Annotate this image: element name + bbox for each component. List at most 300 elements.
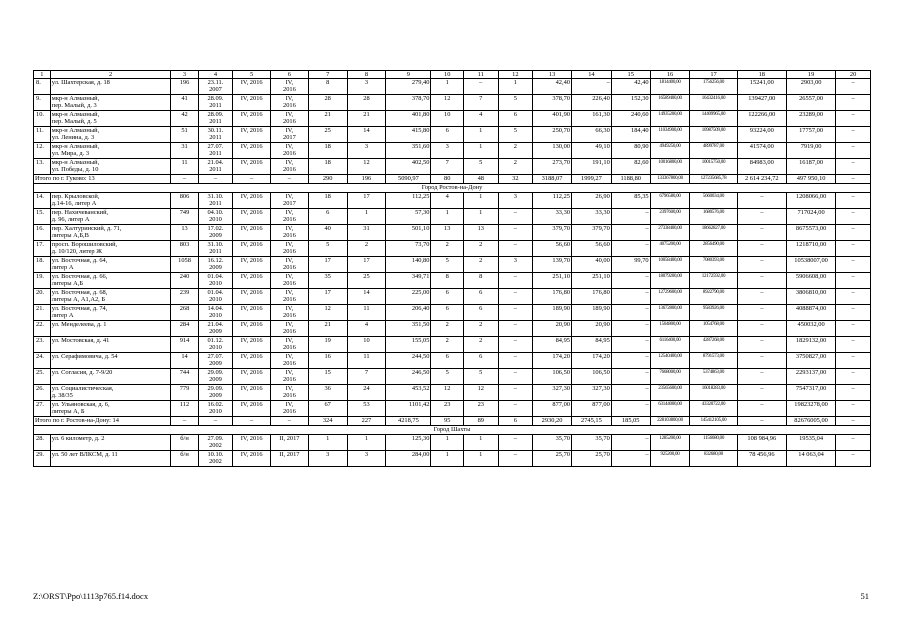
table-cell: 450032,00 [786,321,835,337]
table-cell: 25,70 [571,451,611,467]
table-cell: 415,80 [386,127,431,143]
table-cell: 12 [431,95,464,111]
total-cell: – [233,175,271,184]
total-cell: 6 [498,417,533,426]
table-cell: 2856490,00 [690,241,737,257]
table-cell: 184,40 [611,127,650,143]
table-cell: 25 [308,127,347,143]
table-cell: IV, 2016 [271,289,309,305]
table-cell: IV, 2016 [233,369,271,385]
table-cell: 35,70 [571,435,611,451]
table-cell: 3806810,00 [786,289,835,305]
table-cell: 7080393,00 [690,257,737,273]
table-cell: 16589400,00 [650,95,690,111]
table-cell: IV, 2016 [271,321,309,337]
table-cell: – [611,435,650,451]
table-cell: 5 [498,95,533,111]
table-cell: 9583926,00 [690,305,737,321]
column-number: 1 [34,71,51,79]
total-row [34,175,871,184]
table-cell: – [836,257,871,273]
table-cell: 7 [431,159,464,175]
table-cell: 749 [171,209,198,225]
table-cell: 13. [34,159,51,175]
column-number: 10 [431,71,464,79]
table-cell: 240 [171,273,198,289]
table-row [34,401,871,417]
table-cell: – [498,305,533,321]
table-cell: 01.04. 2010 [198,273,233,289]
column-number-header [34,71,871,79]
table-cell: 4949250,00 [650,143,690,159]
table-cell: 379,70 [571,225,611,241]
housing-register-table [33,70,871,467]
table-cell: 401,90 [533,111,572,127]
table-cell: 806 [171,193,198,209]
table-cell: 35,70 [533,435,572,451]
table-cell: – [611,225,650,241]
table-cell: ул. Восточная, д. 68, литеры А, А1,А2, Б [50,289,171,305]
table-cell: IV, 2016 [233,241,271,257]
table-cell: – [836,289,871,305]
table-cell: ул. Восточная, д. 64, литер А [50,257,171,273]
total-cell: – [737,417,786,426]
table-cell: 6 [463,353,498,369]
table-cell: IV, 2016 [271,273,309,289]
table-cell: 01.12. 2010 [198,337,233,353]
total-cell: 82676005,00 [786,417,835,426]
table-cell: 6116400,00 [650,337,690,353]
table-cell: 3 [498,257,533,273]
table-cell: 284 [171,321,198,337]
table-cell: 27338400,00 [650,225,690,241]
table-cell: IV, 2016 [271,95,309,111]
table-cell: 5906608,00 [786,273,835,289]
table-cell: 239 [171,289,198,305]
table-cell: 16. [34,225,51,241]
table-cell: – [836,79,871,95]
table-cell: 10058400,00 [650,257,690,273]
table-cell: 206,40 [386,305,431,321]
table-cell: – [611,401,650,417]
table-cell: 6 [431,353,464,369]
table-cell: 189,90 [571,305,611,321]
table-cell: 82,60 [611,159,650,175]
total-cell: 2 614 234,72 [737,175,786,184]
table-row [34,337,871,353]
footer-file-path: Z:\ORST\Ppo\1113p765.f14.docx [33,591,149,601]
table-cell: 273,70 [533,159,572,175]
table-cell: 36 [308,385,347,401]
table-cell: – [737,353,786,369]
table-cell: 378,70 [386,95,431,111]
table-cell: IV, 2016 [233,95,271,111]
table-cell: 2 [463,257,498,273]
table-cell: – [836,95,871,111]
table-cell: 14 [171,353,198,369]
table-cell: 139,70 [533,257,572,273]
table-cell: IV, 2017 [271,127,309,143]
table-cell: 139427,00 [737,95,786,111]
table-cell: ул. Менделеева, д. 1 [50,321,171,337]
table-body [34,71,871,467]
table-cell: – [836,369,871,385]
table-row [34,111,871,127]
table-cell: 244,50 [386,353,431,369]
table-cell: 2293137,00 [786,369,835,385]
table-cell: 56,60 [571,241,611,257]
total-cell: 4218,75 [386,417,431,426]
table-cell: 17757,00 [786,127,835,143]
table-cell: 23.11. 2007 [198,79,233,95]
table-cell: 85,35 [611,193,650,209]
table-cell: 453,52 [386,385,431,401]
table-cell: IV, 2016 [271,385,309,401]
table-cell: мкр-н Алмазный, пер. Малый, д. 5 [50,111,171,127]
table-cell: 28 [308,95,347,111]
table-cell: 16432416,00 [690,95,737,111]
table-cell: 1285200,00 [650,435,690,451]
table-cell: ул. Социалистическая, д. 38/35 [50,385,171,401]
column-number: 2 [50,71,171,79]
table-cell: 378,70 [533,95,572,111]
table-cell: 31 [171,143,198,159]
column-number: 5 [233,71,271,79]
table-cell: – [611,209,650,225]
table-cell: IV, 2016 [233,143,271,159]
table-cell: 2 [498,143,533,159]
table-cell: 28.09. 2011 [198,111,233,127]
table-cell: 11. [34,127,51,143]
table-cell: 130,00 [533,143,572,159]
table-row [34,321,871,337]
table-cell: 21 [308,111,347,127]
table-cell: – [836,241,871,257]
table-cell: 21 [347,111,386,127]
table-cell: – [498,401,533,417]
table-cell: 18 [308,159,347,175]
table-cell: – [498,435,533,451]
table-cell: 14935200,00 [650,111,690,127]
table-cell: IV, 2016 [233,257,271,273]
total-cell: 2930,20 [533,417,572,426]
column-number: 18 [737,71,786,79]
table-cell: 41 [171,95,198,111]
table-cell: 2 [431,337,464,353]
table-cell: 225,00 [386,289,431,305]
table-cell: – [498,369,533,385]
table-cell: – [737,225,786,241]
table-cell: 18 [308,193,347,209]
table-cell: 106,50 [571,369,611,385]
table-cell: мкр-н Алмазный, ул. Мира, д. 3 [50,143,171,159]
table-row [34,79,871,95]
table-cell: – [737,369,786,385]
table-cell: 19535,04 [786,435,835,451]
table-row [34,385,871,401]
table-row [34,209,871,225]
table-cell: – [737,305,786,321]
table-cell: 17.02. 2009 [198,225,233,241]
table-cell: – [737,273,786,289]
table-cell: 5 [463,159,498,175]
table-cell: – [737,289,786,305]
table-cell: 125,30 [386,435,431,451]
table-cell: 24. [34,353,51,369]
table-cell: IV, 2016 [233,337,271,353]
table-cell: 10. [34,111,51,127]
table-cell: 20. [34,289,51,305]
table-cell: 2 [463,337,498,353]
table-cell: 40,00 [571,257,611,273]
table-cell: 21. [34,305,51,321]
table-cell: 16 [308,353,347,369]
table-cell: 108 984,96 [737,435,786,451]
table-cell: 7 [347,369,386,385]
total-cell: 32 [498,175,533,184]
table-cell: 803 [171,241,198,257]
total-cell: 133367800,00 [650,175,690,184]
table-cell: 51 [171,127,198,143]
table-cell: – [611,385,650,401]
table-cell: 18. [34,257,51,273]
column-number: 13 [533,71,572,79]
table-cell: 3 [347,451,386,467]
table-cell: 3750827,00 [786,353,835,369]
table-cell: 25. [34,369,51,385]
table-cell: 16.12. 2009 [198,257,233,273]
table-cell: 67 [308,401,347,417]
table-cell: 744 [171,369,198,385]
table-cell: – [498,337,533,353]
table-cell: 1 [431,451,464,467]
table-cell: 1 [431,209,464,225]
table-cell: 04.10. 2010 [198,209,233,225]
table-cell: 1101,42 [386,401,431,417]
table-cell: 4899787,00 [690,143,737,159]
table-cell: 10015750,00 [690,159,737,175]
table-cell: IV, 2016 [233,273,271,289]
table-cell: 176,80 [533,289,572,305]
table-cell: ул. Согласия, д. 7-9/20 [50,369,171,385]
table-cell: IV, 2016 [271,225,309,241]
table-cell: – [836,209,871,225]
table-cell: 01.04. 2010 [198,289,233,305]
table-cell: 17. [34,241,51,257]
table-cell: ул. Серафимовича, д. 54 [50,353,171,369]
table-cell: 27. [34,401,51,417]
table-cell: 6 [431,289,464,305]
table-cell: 351,50 [386,321,431,337]
table-cell: – [498,451,533,467]
table-cell: 31 [347,225,386,241]
table-cell: 251,10 [533,273,572,289]
table-cell: 5 [431,257,464,273]
table-cell: 925200,00 [650,451,690,467]
table-cell: 3 [498,193,533,209]
total-cell: – [271,417,309,426]
table-cell: IV, 2016 [233,451,271,467]
total-cell: – [836,175,871,184]
column-number: 3 [171,71,198,79]
table-cell: 4075200,00 [650,241,690,257]
table-cell: 8 [463,273,498,289]
table-cell: 84,95 [571,337,611,353]
table-cell: – [836,321,871,337]
table-cell: IV, 2016 [233,209,271,225]
table-cell: 13 [463,225,498,241]
table-cell: – [463,79,498,95]
table-row [34,257,871,273]
table-cell: – [611,337,650,353]
table-cell: IV, 2016 [271,159,309,175]
table-cell: пер. Нахичеванский, д. 96, литер А [50,209,171,225]
table-row [34,305,871,321]
table-cell: 10.10. 2002 [198,451,233,467]
table-cell: – [836,193,871,209]
table-cell: 63144000,00 [650,401,690,417]
column-number: 19 [786,71,835,79]
table-cell: 26557,00 [786,95,835,111]
table-cell: 16187,00 [786,159,835,175]
total-label: Итого по г. Ростов-на-Дону: 14 [34,417,171,426]
table-cell: – [737,321,786,337]
table-cell: – [836,451,871,467]
table-cell: 29. [34,451,51,467]
section-row [34,426,871,435]
table-cell: б/н [171,451,198,467]
table-cell: 5 [498,127,533,143]
table-cell: 17 [308,289,347,305]
total-row [34,417,871,426]
table-cell: 8922790,00 [690,289,737,305]
column-number: 14 [571,71,611,79]
table-cell: 14 [347,127,386,143]
table-cell: 16.02. 2010 [198,401,233,417]
table-cell: 8791573,00 [690,353,737,369]
table-cell: 284,00 [386,451,431,467]
table-cell: 268 [171,305,198,321]
table-cell: 99,70 [611,257,650,273]
table-cell: 8. [34,79,51,95]
table-cell: 27.07. 2011 [198,143,233,159]
table-cell: IV, 2016 [271,79,309,95]
table-cell: 31.10. 2011 [198,241,233,257]
table-cell: IV, 2016 [271,369,309,385]
table-cell: – [836,127,871,143]
table-cell: 8 [308,79,347,95]
total-cell: 5090,97 [386,175,431,184]
table-cell: – [836,353,871,369]
table-cell: 7668000,00 [650,369,690,385]
table-cell: – [611,305,650,321]
table-cell: 5 [308,241,347,257]
total-cell: – [233,417,271,426]
table-cell: 42 [171,111,198,127]
table-cell: 1814400,00 [650,79,690,95]
table-cell: 2 [463,321,498,337]
table-cell: 73,70 [386,241,431,257]
table-cell: 24 [347,385,386,401]
table-cell: 35 [308,273,347,289]
table-cell: 6796580,00 [650,193,690,209]
table-cell: 17 [347,193,386,209]
table-cell: 4 [431,193,464,209]
table-cell: 174,20 [533,353,572,369]
table-cell: 6 [463,305,498,321]
table-cell: 42,40 [533,79,572,95]
table-cell: 10 [431,111,464,127]
table-cell: 31.10. 2011 [198,193,233,209]
table-cell: 18079200,00 [650,273,690,289]
table-cell: 19 [308,337,347,353]
total-cell: 145412105,00 [690,417,737,426]
table-cell: 152,30 [611,95,650,111]
table-cell: 12 [347,159,386,175]
table-cell: – [836,337,871,353]
table-cell: 3 [347,143,386,159]
table-row [34,435,871,451]
table-cell: 1058 [171,257,198,273]
table-cell: 1 [463,435,498,451]
section-title: Город Ростов-на-Дону [34,184,871,193]
table-cell: – [836,273,871,289]
total-cell: 3188,07 [533,175,572,184]
total-cell: 2745,15 [571,417,611,426]
table-cell: 93224,00 [737,127,786,143]
table-cell: – [498,321,533,337]
total-cell: – [271,175,309,184]
table-cell: 28. [34,435,51,451]
table-cell: 5 [463,369,498,385]
table-cell: – [498,241,533,257]
table-cell: 1829132,00 [786,337,835,353]
table-cell: 7547317,00 [786,385,835,401]
table-cell: 1680576,00 [690,209,737,225]
table-cell: 12729600,00 [650,289,690,305]
table-cell: IV, 2016 [233,305,271,321]
table-cell: – [611,369,650,385]
table-cell: пер. Халтуринский, д. 71, литеры А,Б,В [50,225,171,241]
total-cell: 227 [347,417,386,426]
column-number: 7 [308,71,347,79]
table-cell: мкр-н Алмазный, пер. Малый, д. 3 [50,95,171,111]
table-cell: 11 [171,159,198,175]
table-cell: 17 [347,257,386,273]
table-cell: 122266,00 [737,111,786,127]
table-cell: 84,95 [533,337,572,353]
table-cell: 41574,00 [737,143,786,159]
table-cell: – [611,451,650,467]
table-cell: 13672800,00 [650,305,690,321]
table-cell: 7919,00 [786,143,835,159]
table-cell: 327,30 [571,385,611,401]
total-cell: 48 [463,175,498,184]
table-cell: – [836,159,871,175]
table-cell: 29.09. 2009 [198,385,233,401]
total-cell: – [198,175,233,184]
table-cell: – [737,385,786,401]
table-cell: 12540400,00 [650,353,690,369]
table-cell: 19. [34,273,51,289]
table-cell: 349,71 [386,273,431,289]
table-cell: 23 [463,401,498,417]
table-cell: – [737,337,786,353]
table-cell: 22. [34,321,51,337]
table-cell: 14 063,04 [786,451,835,467]
table-cell: 23. [34,337,51,353]
table-cell: 28.09. 2011 [198,95,233,111]
